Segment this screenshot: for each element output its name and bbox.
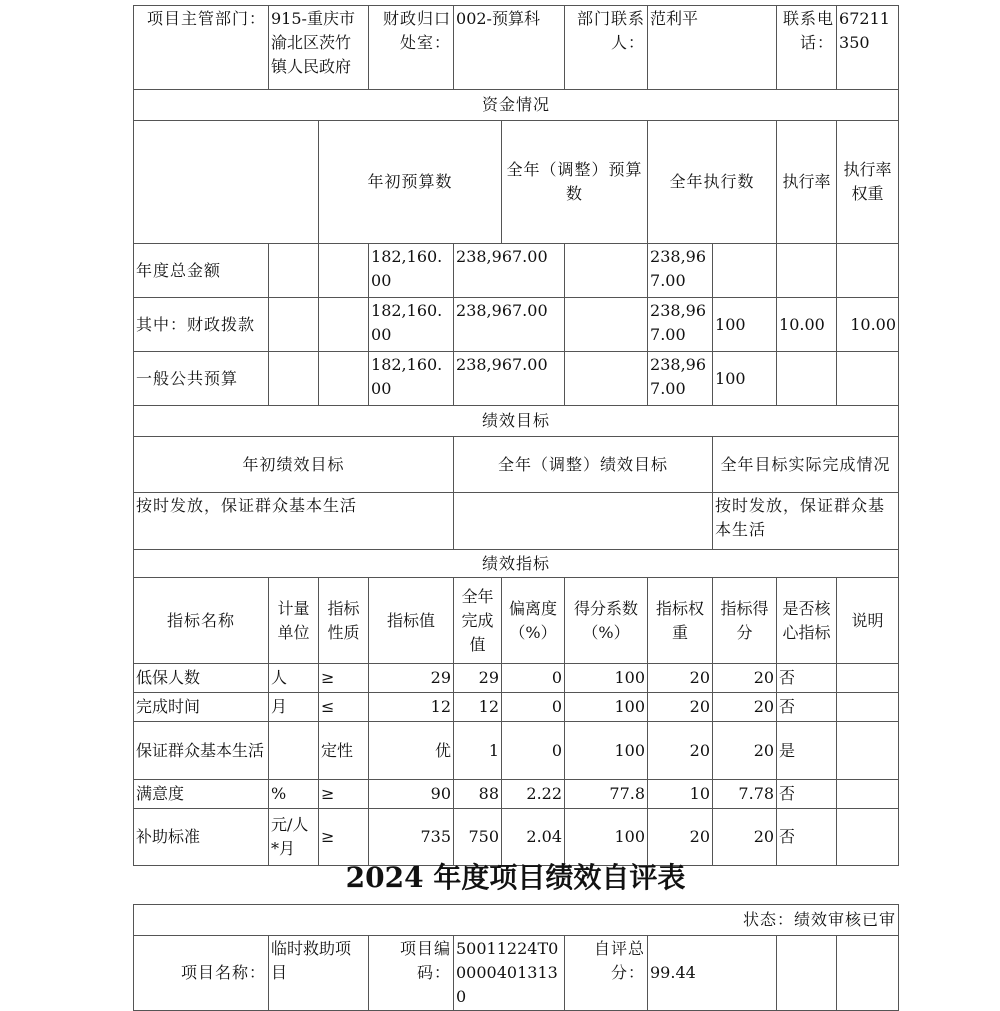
ind-weight: 20 — [648, 722, 713, 780]
contact-label: 部门联系人： — [565, 6, 648, 90]
ind-deviation: 2.04 — [502, 809, 565, 866]
ind-core: 否 — [777, 780, 837, 809]
ind-score: 20 — [713, 722, 777, 780]
ind-core: 否 — [777, 809, 837, 866]
ind-coef: 100 — [565, 809, 648, 866]
goals-col-initial: 年初绩效目标 — [134, 437, 454, 493]
goals-col-adjusted: 全年（调整）绩效目标 — [454, 437, 713, 493]
ind-col-unit: 计量单位 — [269, 578, 319, 664]
funds-row — [134, 298, 899, 352]
phone-label: 联系电话： — [777, 6, 837, 90]
funds-adjusted: 238,967.00 — [454, 352, 565, 406]
funds-row-label: 一般公共预算 — [134, 352, 269, 406]
funds-cell-blank — [319, 244, 369, 298]
funds-score: 10.00 — [837, 298, 899, 352]
second-evaluation-table — [133, 904, 899, 1011]
funds-cell-blank — [565, 352, 648, 406]
funds-cell-blank — [319, 352, 369, 406]
ind-col-coef: 得分系数（%） — [565, 578, 648, 664]
ind-core: 否 — [777, 693, 837, 722]
ind-actual: 1 — [454, 722, 502, 780]
ind-target: 735 — [369, 809, 454, 866]
funds-row — [134, 352, 899, 406]
ind-name: 满意度 — [134, 780, 269, 809]
ind-target: 优 — [369, 722, 454, 780]
ind-note — [837, 809, 899, 866]
ind-actual: 750 — [454, 809, 502, 866]
ind-col-nature: 指标性质 — [319, 578, 369, 664]
funds-col-executed: 全年执行数 — [648, 121, 777, 244]
ind-col-note: 说明 — [837, 578, 899, 664]
office-label: 财政归口处室： — [369, 6, 454, 90]
funds-row — [134, 244, 899, 298]
dept-value: 915-重庆市渝北区茨竹镇人民政府 — [269, 6, 369, 90]
funds-col-initial: 年初预算数 — [319, 121, 502, 244]
indicator-row — [134, 809, 899, 866]
second-evaluation-form — [133, 904, 898, 1011]
ind-actual: 29 — [454, 664, 502, 693]
funds-cell-blank — [565, 298, 648, 352]
ind-nature: ≤ — [319, 693, 369, 722]
ind-deviation: 0 — [502, 664, 565, 693]
ind-col-core: 是否核心指标 — [777, 578, 837, 664]
funds-executed: 238,967.00 — [648, 298, 713, 352]
funds-row-label: 其中：财政拨款 — [134, 298, 269, 352]
ind-core: 是 — [777, 722, 837, 780]
goals-section-title: 绩效目标 — [134, 406, 899, 437]
funds-initial: 182,160.00 — [369, 352, 454, 406]
ind-note — [837, 722, 899, 780]
ind-actual: 12 — [454, 693, 502, 722]
ind-core: 否 — [777, 664, 837, 693]
self-score-value: 99.44 — [648, 936, 777, 1011]
funds-initial: 182,160.00 — [369, 244, 454, 298]
self-score-label: 自评总分： — [565, 936, 648, 1011]
ind-col-weight: 指标权重 — [648, 578, 713, 664]
ind-weight: 20 — [648, 809, 713, 866]
goals-adjusted-text — [454, 493, 713, 550]
funds-initial: 182,160.00 — [369, 298, 454, 352]
ind-nature: 定性 — [319, 722, 369, 780]
funds-rate — [713, 244, 777, 298]
goals-initial-text: 按时发放，保证群众基本生活 — [134, 493, 454, 550]
funds-cell-blank — [269, 298, 319, 352]
funds-rate: 100 — [713, 352, 777, 406]
funds-section-title: 资金情况 — [134, 90, 899, 121]
funds-weight: 10.00 — [777, 298, 837, 352]
dept-label: 项目主管部门： — [134, 6, 269, 90]
ind-col-name: 指标名称 — [134, 578, 269, 664]
ind-nature: ≥ — [319, 780, 369, 809]
ind-name: 补助标准 — [134, 809, 269, 866]
goals-actual-text: 按时发放，保证群众基本生活 — [713, 493, 899, 550]
funds-executed: 238,967.00 — [648, 352, 713, 406]
project-name-value: 临时救助项目 — [269, 936, 369, 1011]
ind-name: 低保人数 — [134, 664, 269, 693]
funds-rate: 100 — [713, 298, 777, 352]
funds-adjusted: 238,967.00 — [454, 298, 565, 352]
ind-col-deviation: 偏离度（%） — [502, 578, 565, 664]
ind-coef: 77.8 — [565, 780, 648, 809]
funds-col-rate: 执行率 — [777, 121, 837, 244]
ind-note — [837, 664, 899, 693]
indicator-row — [134, 780, 899, 809]
top-evaluation-form — [133, 5, 898, 866]
funds-row-label: 年度总金额 — [134, 244, 269, 298]
blank-cell — [837, 936, 899, 1011]
blank-cell — [777, 936, 837, 1011]
ind-col-actual: 全年完成值 — [454, 578, 502, 664]
goals-col-actual: 全年目标实际完成情况 — [713, 437, 899, 493]
ind-score: 7.78 — [713, 780, 777, 809]
ind-unit: 人 — [269, 664, 319, 693]
ind-note — [837, 693, 899, 722]
ind-score: 20 — [713, 809, 777, 866]
project-code-label: 项目编码： — [369, 936, 454, 1011]
indicator-row — [134, 722, 899, 780]
funds-col-adjusted: 全年（调整）预算数 — [502, 121, 648, 244]
project-code-value: 50011224T000004013130 — [454, 936, 565, 1011]
ind-weight: 20 — [648, 693, 713, 722]
indicator-row — [134, 693, 899, 722]
ind-unit: 月 — [269, 693, 319, 722]
ind-col-score: 指标得分 — [713, 578, 777, 664]
ind-unit: 元/人*月 — [269, 809, 319, 866]
funds-score — [837, 352, 899, 406]
top-evaluation-table — [133, 5, 899, 866]
funds-cell-blank — [565, 244, 648, 298]
ind-target: 90 — [369, 780, 454, 809]
ind-nature: ≥ — [319, 664, 369, 693]
phone-value: 67211350 — [837, 6, 899, 90]
ind-target: 29 — [369, 664, 454, 693]
funds-header-blank — [134, 121, 319, 244]
funds-score — [837, 244, 899, 298]
ind-nature: ≥ — [319, 809, 369, 866]
ind-col-target: 指标值 — [369, 578, 454, 664]
ind-score: 20 — [713, 693, 777, 722]
ind-coef: 100 — [565, 693, 648, 722]
ind-unit — [269, 722, 319, 780]
ind-weight: 20 — [648, 664, 713, 693]
funds-cell-blank — [269, 352, 319, 406]
funds-weight — [777, 244, 837, 298]
funds-adjusted: 238,967.00 — [454, 244, 565, 298]
ind-target: 12 — [369, 693, 454, 722]
ind-note — [837, 780, 899, 809]
ind-score: 20 — [713, 664, 777, 693]
funds-cell-blank — [269, 244, 319, 298]
funds-cell-blank — [319, 298, 369, 352]
project-name-label: 项目名称： — [134, 936, 269, 1011]
ind-actual: 88 — [454, 780, 502, 809]
ind-name: 完成时间 — [134, 693, 269, 722]
funds-executed: 238,967.00 — [648, 244, 713, 298]
ind-coef: 100 — [565, 664, 648, 693]
ind-deviation: 0 — [502, 693, 565, 722]
indicators-section-title: 绩效指标 — [134, 550, 899, 578]
form-title: 2024 年度项目绩效自评表 — [345, 861, 686, 894]
ind-unit: % — [269, 780, 319, 809]
ind-weight: 10 — [648, 780, 713, 809]
ind-deviation: 0 — [502, 722, 565, 780]
ind-coef: 100 — [565, 722, 648, 780]
funds-col-weight: 执行率权重 — [837, 121, 899, 244]
ind-name: 保证群众基本生活 — [134, 722, 269, 780]
ind-deviation: 2.22 — [502, 780, 565, 809]
indicator-row — [134, 664, 899, 693]
status-text: 状态：绩效审核已审 — [134, 905, 899, 936]
contact-value: 范利平 — [648, 6, 777, 90]
funds-weight — [777, 352, 837, 406]
office-value: 002-预算科 — [454, 6, 565, 90]
